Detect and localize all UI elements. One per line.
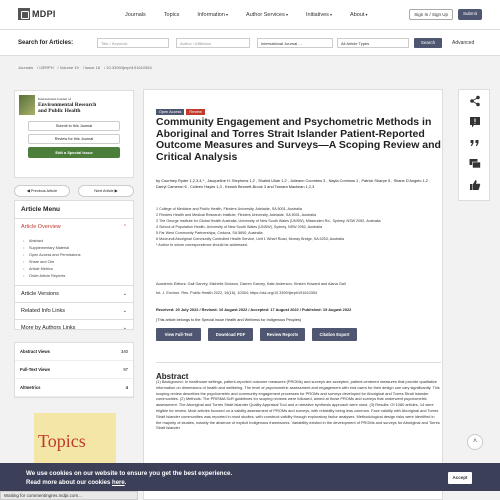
article-authors[interactable]: by Courtney Ryder 1,2,3,4,* , Jacqueline H. Stephens 1,2 , Shahid Ullah 1,2 , Julieann Coombes 3 , Nayia Cominos 1 , Patrick Sharpe 5 , Shane D'Angelo 1,2 , Darryl Cameron 6 , Colleen Hayes 1,3 , Keziah Bennett-Brook 3 and Tamara Mackean 1,2,3 <box>156 178 431 189</box>
search-bar <box>0 30 500 56</box>
sign-in-button[interactable]: Sign In / Sign Up <box>409 9 453 20</box>
breadcrumb-journals[interactable]: Journals <box>18 65 34 70</box>
stat-fulltext-views[interactable] <box>15 361 133 379</box>
topics-ad-text: Topics <box>38 431 86 451</box>
thumbs-up-icon[interactable] <box>469 179 481 191</box>
stat-abstract-views[interactable] <box>15 343 133 361</box>
abstract-text: (1) Background: In healthcare settings, patient-reported outcome measures (PROMs) and surveys are accepted, patient-centered measures that provide qualitative information on dimensions of health and wellbeing. The level of psychometric assessment and engagement with end users for their design can vary significantly. This scoping review describes the psychometric and community engagement processes for PROMs and surveys developed for Aboriginal and Torres Strait Islander communities. (2) Methods: The PRISMA ScR guidelines for scoping reviews were followed, aimed at those PROMs and surveys that underwent psychometric assessment. The Aboriginal and Torres Strait Islander Quality Appraisal Tool and a narrative synthesis approach were used. (3) Results: Of 1080 articles, 14 were eligible for review. Most articles focused on a validity assessment of PROMs and surveys, with reliability being less common. Face validity with Aboriginal and Torres Strait Islander communities was reported in most studies, with construct validity through exploratory factor analyses. Methodological design risks were identified in the majority of studies, notably the absence of explicit Indigenous frameworks. Variability existed in the development of PROMs and surveys for Aboriginal and Torres Strait Islander <box>156 379 440 431</box>
article-versions-toggle[interactable] <box>15 285 133 302</box>
accept-cookies-button[interactable]: Accept <box>448 472 472 484</box>
next-article-button[interactable]: Next Article ▶ <box>78 185 134 197</box>
article-affiliations <box>156 206 441 248</box>
previous-article-label: Previous Article <box>30 189 58 193</box>
cookie-message: We use cookies on our website to ensure you get the best experience. <box>26 470 233 477</box>
menu-item-supplementary[interactable]: • Supplementary Material <box>29 246 127 250</box>
affiliation-item: 4 School of Population Health, University of New South Wales (UNSW), Sydney, NSW 2052, Australia <box>156 225 323 229</box>
article-pagination <box>14 185 134 199</box>
previous-article-button[interactable]: ◀ Previous Article <box>14 185 70 197</box>
mdpi-logo[interactable] <box>18 8 56 20</box>
report-error-icon[interactable] <box>469 116 481 128</box>
journal-name-line1: International Journal of <box>38 97 71 101</box>
related-info-toggle[interactable] <box>15 302 133 319</box>
article-citation[interactable]: Int. J. Environ. Res. Public Health 2022, 19(16), 10354; https://doi.org/10.3390/ijerph191610354 <box>156 291 318 295</box>
article-menu-title: Article Menu <box>21 206 61 213</box>
author-affiliation-input[interactable]: Author / Affiliation <box>176 38 250 48</box>
stat-altmetrics[interactable] <box>15 379 133 397</box>
browser-status-bar: Waiting for commentingres.mdpi.com... <box>0 491 138 500</box>
journal-name <box>38 96 96 114</box>
article-versions-label: Article Versions <box>21 291 59 297</box>
menu-item-abstract[interactable]: • Abstract <box>29 239 127 243</box>
chevron-up-icon: ˄ <box>472 438 478 445</box>
review-badge: Review <box>186 109 204 115</box>
article-actions <box>156 328 357 341</box>
affiliation-item: 2 Flinders Health and Medical Research Institute, Flinders University, Adelaide, SA 5001, Australia <box>156 213 317 217</box>
search-label: Search for Articles: <box>18 40 74 46</box>
article-meta <box>156 282 441 296</box>
article-title: Community Engagement and Psychometric Methods in Aboriginal and Torres Strait Islander Patient-Reported Outcome Measures and Surveys—A Scoping Review and Critical Analysis <box>156 116 441 163</box>
view-fulltext-button[interactable]: View Full-Text <box>156 328 201 341</box>
title-keyword-input[interactable]: Title / Keyword <box>97 38 169 48</box>
search-button[interactable]: Search <box>414 38 442 48</box>
affiliation-item: * Author to whom correspondence should be addressed. <box>156 243 248 247</box>
academic-editors: Academic Editors: Gail Garvey, Michelle Dickson, Darren Garvey, Kate Anderson, Kirsten Howard and Alana Gall <box>156 282 346 286</box>
affiliation-item: 6 Moorundi Aboriginal Community Controlled Health Service, Unit 1 Wharf Road, Murray Bridge, SA 5253, Australia <box>156 237 344 241</box>
breadcrumb-volume[interactable]: Volume 19 <box>59 65 79 70</box>
stat-value: 97 <box>123 367 128 372</box>
journal-card-container <box>14 90 134 178</box>
article-overview-label: Article Overview <box>21 224 61 230</box>
nav-topics[interactable]: Topics <box>163 12 180 18</box>
journal-cover-image <box>19 95 35 115</box>
advanced-search-link[interactable]: Advanced <box>452 40 475 46</box>
nav-journals[interactable]: Journals <box>125 12 146 18</box>
related-info-label: Related Info Links <box>21 308 66 314</box>
account-actions <box>409 9 482 20</box>
open-access-badge: Open Access <box>156 109 184 115</box>
cookie-banner <box>0 463 500 491</box>
back-to-top-button[interactable] <box>467 434 483 450</box>
more-authors-toggle[interactable] <box>15 319 133 336</box>
abstract-heading: Abstract <box>156 362 441 381</box>
menu-item-permissions[interactable]: • Open Access and Permissions <box>29 253 127 257</box>
stat-value: 340 <box>121 349 128 354</box>
mdpi-logo-icon <box>18 8 30 20</box>
share-icon[interactable] <box>469 95 481 107</box>
stat-label: Abstract Views <box>20 349 50 354</box>
journal-logo[interactable] <box>19 95 129 115</box>
cookie-read-more: Read more about our cookies here. <box>26 480 127 486</box>
nav-about[interactable]: About ▾ <box>350 12 368 18</box>
affiliation-item: 3 The George Institute for Global Health Australia, University of New South Wales (UNSW), Missenden Rd., Sydney, NSW 2052, Australia <box>156 219 381 223</box>
affiliation-item: 1 College of Medicine and Public Health, Flinders University, Adelaide, SA 5001, Australia <box>156 207 302 211</box>
stat-value: 4 <box>125 385 128 390</box>
breadcrumb-journal[interactable]: IJERPH <box>39 65 54 70</box>
chevron-up-icon: ⌃ <box>122 224 127 230</box>
download-pdf-button[interactable]: Download PDF <box>208 328 253 341</box>
review-for-journal-button[interactable]: Review for this Journal <box>28 134 120 144</box>
cookie-read-more-text: Read more about our cookies <box>26 480 111 486</box>
comments-icon[interactable] <box>469 158 481 170</box>
breadcrumb: Journals / IJERPH / Volume 19 / Issue 16 / 10.3390/ijerph191610354 <box>18 65 152 70</box>
nav-initiatives[interactable]: Initiatives ▾ <box>306 12 332 18</box>
article-type-select[interactable]: All Article Types <box>337 38 409 48</box>
special-issue-note[interactable]: (This article belongs to the Special Issue Health and Wellness for Indigenous Peoples) <box>156 318 302 322</box>
journal-name-line3: and Public Health <box>38 108 81 114</box>
submit-to-journal-button[interactable]: Submit to this Journal <box>28 121 120 131</box>
article-stats <box>14 342 134 398</box>
article-badges <box>156 109 205 115</box>
article-overview-list <box>15 235 133 285</box>
menu-item-share-cite[interactable]: • Share and Cite <box>29 260 127 264</box>
main-nav <box>125 12 386 18</box>
menu-item-reprints[interactable]: • Order Article Reprints <box>29 274 127 278</box>
nav-information[interactable]: Information ▾ <box>197 12 228 18</box>
chevron-down-icon: ⌄ <box>122 308 127 314</box>
quote-icon[interactable] <box>469 137 481 149</box>
article-overview-toggle[interactable] <box>15 218 133 235</box>
journal-card <box>14 90 134 178</box>
stat-label: Full-Text Views <box>20 367 51 372</box>
menu-item-metrics[interactable]: • Article Metrics <box>29 267 127 271</box>
stat-label: Altmetrics <box>20 385 41 390</box>
citation-export-button[interactable]: Citation Export <box>312 328 357 341</box>
article-dates: Received: 20 July 2022 / Revised: 16 August 2022 / Accepted: 17 August 2022 / Published: 19 August 2022 <box>156 307 352 312</box>
chevron-down-icon: ⌄ <box>122 325 127 331</box>
share-toolbar <box>458 89 490 201</box>
affiliation-item: 5 Far West Community Partnerships, Ceduna, SA 5690, Australia <box>156 231 263 235</box>
journal-name-line2: Environmental Research <box>38 102 97 108</box>
review-reports-button[interactable]: Review Reports <box>260 328 305 341</box>
next-article-label: Next Article <box>94 189 114 193</box>
article-content <box>143 89 443 500</box>
article-menu <box>14 200 134 330</box>
mdpi-logo-text: MDPI <box>32 9 56 19</box>
cookie-here-link[interactable]: here <box>112 480 125 486</box>
journal-select[interactable]: International Journal ... <box>257 38 333 48</box>
submit-button[interactable]: Submit <box>458 9 482 20</box>
edit-special-issue-button[interactable]: Edit a Special Issue <box>28 147 120 158</box>
breadcrumb-doi: 10.3390/ijerph191610354 <box>106 65 152 70</box>
breadcrumb-issue[interactable]: Issue 16 <box>84 65 101 70</box>
top-navbar <box>0 0 500 30</box>
chevron-down-icon: ⌄ <box>122 291 127 297</box>
more-authors-label: More by Authors Links <box>21 325 76 331</box>
nav-author-services[interactable]: Author Services ▾ <box>246 12 288 18</box>
